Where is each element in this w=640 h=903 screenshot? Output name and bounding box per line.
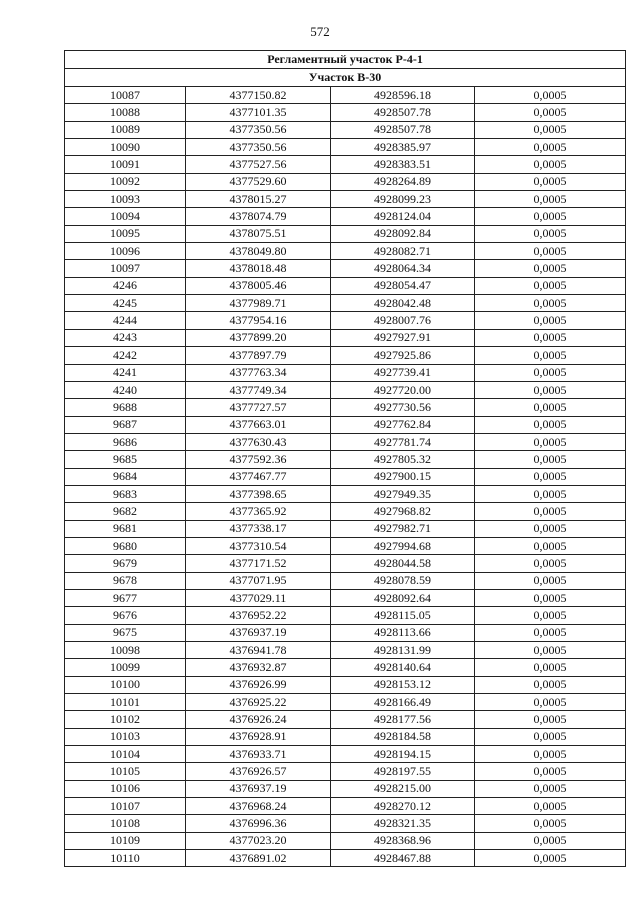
table-row (65, 139, 626, 156)
page-number: 572 (310, 24, 330, 39)
value-cell: 0,0005 (475, 780, 626, 797)
table-row (65, 329, 626, 346)
point-number-cell: 10088 (65, 104, 186, 121)
table-row (65, 555, 626, 572)
coordinates-table-body (65, 51, 626, 867)
x-coordinate-cell: 4377171.52 (186, 555, 331, 572)
point-number-cell: 4242 (65, 347, 186, 364)
y-coordinate-cell: 4928368.96 (331, 832, 475, 849)
point-number-cell: 10099 (65, 659, 186, 676)
value-cell: 0,0005 (475, 485, 626, 502)
x-coordinate-cell: 4376952.22 (186, 607, 331, 624)
y-coordinate-cell: 4928042.48 (331, 295, 475, 312)
table-row (65, 798, 626, 815)
section-title: Регламентный участок Р-4-1 (65, 51, 626, 69)
table-row (65, 468, 626, 485)
y-coordinate-cell: 4927739.41 (331, 364, 475, 381)
point-number-cell: 9676 (65, 607, 186, 624)
value-cell: 0,0005 (475, 277, 626, 294)
y-coordinate-cell: 4928092.64 (331, 589, 475, 606)
point-number-cell: 10096 (65, 243, 186, 260)
point-number-cell: 10103 (65, 728, 186, 745)
value-cell: 0,0005 (475, 416, 626, 433)
table-row (65, 659, 626, 676)
table-row (65, 850, 626, 867)
x-coordinate-cell: 4377529.60 (186, 173, 331, 190)
table-row (65, 121, 626, 138)
value-cell: 0,0005 (475, 798, 626, 815)
x-coordinate-cell: 4376928.91 (186, 728, 331, 745)
x-coordinate-cell: 4377467.77 (186, 468, 331, 485)
y-coordinate-cell: 4928115.05 (331, 607, 475, 624)
table-row (65, 607, 626, 624)
y-coordinate-cell: 4927720.00 (331, 381, 475, 398)
value-cell: 0,0005 (475, 832, 626, 849)
table-row (65, 694, 626, 711)
value-cell: 0,0005 (475, 468, 626, 485)
x-coordinate-cell: 4377023.20 (186, 832, 331, 849)
x-coordinate-cell: 4377029.11 (186, 589, 331, 606)
y-coordinate-cell: 4928184.58 (331, 728, 475, 745)
x-coordinate-cell: 4377989.71 (186, 295, 331, 312)
table-row (65, 746, 626, 763)
x-coordinate-cell: 4377527.56 (186, 156, 331, 173)
y-coordinate-cell: 4928078.59 (331, 572, 475, 589)
point-number-cell: 10089 (65, 121, 186, 138)
x-coordinate-cell: 4378074.79 (186, 208, 331, 225)
value-cell: 0,0005 (475, 659, 626, 676)
table-row (65, 589, 626, 606)
y-coordinate-cell: 4927900.15 (331, 468, 475, 485)
x-coordinate-cell: 4377071.95 (186, 572, 331, 589)
x-coordinate-cell: 4377365.92 (186, 503, 331, 520)
point-number-cell: 10101 (65, 694, 186, 711)
point-number-cell: 9683 (65, 485, 186, 502)
x-coordinate-cell: 4378005.46 (186, 277, 331, 294)
value-cell: 0,0005 (475, 173, 626, 190)
x-coordinate-cell: 4377338.17 (186, 520, 331, 537)
table-row (65, 364, 626, 381)
x-coordinate-cell: 4378075.51 (186, 225, 331, 242)
value-cell: 0,0005 (475, 694, 626, 711)
table-row (65, 728, 626, 745)
value-cell: 0,0005 (475, 347, 626, 364)
y-coordinate-cell: 4927730.56 (331, 399, 475, 416)
point-number-cell: 10104 (65, 746, 186, 763)
y-coordinate-cell: 4928215.00 (331, 780, 475, 797)
y-coordinate-cell: 4928092.84 (331, 225, 475, 242)
point-number-cell: 9681 (65, 520, 186, 537)
point-number-cell: 9679 (65, 555, 186, 572)
x-coordinate-cell: 4376926.24 (186, 711, 331, 728)
value-cell: 0,0005 (475, 312, 626, 329)
table-row (65, 277, 626, 294)
x-coordinate-cell: 4376937.19 (186, 780, 331, 797)
x-coordinate-cell: 4377954.16 (186, 312, 331, 329)
y-coordinate-cell: 4928383.51 (331, 156, 475, 173)
table-row (65, 832, 626, 849)
value-cell: 0,0005 (475, 208, 626, 225)
subsection-title: Участок В-30 (65, 69, 626, 87)
value-cell: 0,0005 (475, 555, 626, 572)
value-cell: 0,0005 (475, 728, 626, 745)
table-row (65, 763, 626, 780)
value-cell: 0,0005 (475, 520, 626, 537)
point-number-cell: 10097 (65, 260, 186, 277)
subsection-title-row (65, 69, 626, 87)
table-row (65, 642, 626, 659)
point-number-cell: 9682 (65, 503, 186, 520)
coordinates-table (64, 50, 626, 867)
point-number-cell: 10098 (65, 642, 186, 659)
x-coordinate-cell: 4377897.79 (186, 347, 331, 364)
value-cell: 0,0005 (475, 364, 626, 381)
point-number-cell: 10109 (65, 832, 186, 849)
point-number-cell: 4241 (65, 364, 186, 381)
point-number-cell: 10087 (65, 87, 186, 104)
x-coordinate-cell: 4376968.24 (186, 798, 331, 815)
value-cell: 0,0005 (475, 451, 626, 468)
y-coordinate-cell: 4928385.97 (331, 139, 475, 156)
x-coordinate-cell: 4376925.22 (186, 694, 331, 711)
value-cell: 0,0005 (475, 139, 626, 156)
x-coordinate-cell: 4378015.27 (186, 191, 331, 208)
point-number-cell: 10092 (65, 173, 186, 190)
value-cell: 0,0005 (475, 225, 626, 242)
table-row (65, 520, 626, 537)
value-cell: 0,0005 (475, 381, 626, 398)
y-coordinate-cell: 4927781.74 (331, 433, 475, 450)
y-coordinate-cell: 4928264.89 (331, 173, 475, 190)
x-coordinate-cell: 4377350.56 (186, 121, 331, 138)
table-row (65, 381, 626, 398)
point-number-cell: 9684 (65, 468, 186, 485)
point-number-cell: 9675 (65, 624, 186, 641)
value-cell: 0,0005 (475, 104, 626, 121)
value-cell: 0,0005 (475, 87, 626, 104)
table-row (65, 173, 626, 190)
x-coordinate-cell: 4376926.99 (186, 676, 331, 693)
point-number-cell: 9687 (65, 416, 186, 433)
value-cell: 0,0005 (475, 433, 626, 450)
y-coordinate-cell: 4927982.71 (331, 520, 475, 537)
x-coordinate-cell: 4378018.48 (186, 260, 331, 277)
table-row (65, 572, 626, 589)
table-row (65, 260, 626, 277)
table-row (65, 87, 626, 104)
value-cell: 0,0005 (475, 763, 626, 780)
point-number-cell: 10102 (65, 711, 186, 728)
y-coordinate-cell: 4928124.04 (331, 208, 475, 225)
x-coordinate-cell: 4377727.57 (186, 399, 331, 416)
table-row (65, 191, 626, 208)
x-coordinate-cell: 4376937.19 (186, 624, 331, 641)
point-number-cell: 9678 (65, 572, 186, 589)
y-coordinate-cell: 4928054.47 (331, 277, 475, 294)
value-cell: 0,0005 (475, 746, 626, 763)
y-coordinate-cell: 4928194.15 (331, 746, 475, 763)
table-row (65, 624, 626, 641)
table-row (65, 711, 626, 728)
point-number-cell: 10094 (65, 208, 186, 225)
value-cell: 0,0005 (475, 537, 626, 554)
table-row (65, 815, 626, 832)
y-coordinate-cell: 4928197.55 (331, 763, 475, 780)
x-coordinate-cell: 4378049.80 (186, 243, 331, 260)
point-number-cell: 10091 (65, 156, 186, 173)
point-number-cell: 10093 (65, 191, 186, 208)
point-number-cell: 9677 (65, 589, 186, 606)
y-coordinate-cell: 4928082.71 (331, 243, 475, 260)
point-number-cell: 9685 (65, 451, 186, 468)
value-cell: 0,0005 (475, 572, 626, 589)
y-coordinate-cell: 4927925.86 (331, 347, 475, 364)
x-coordinate-cell: 4376941.78 (186, 642, 331, 659)
value-cell: 0,0005 (475, 624, 626, 641)
y-coordinate-cell: 4928099.23 (331, 191, 475, 208)
y-coordinate-cell: 4928140.64 (331, 659, 475, 676)
x-coordinate-cell: 4377150.82 (186, 87, 331, 104)
y-coordinate-cell: 4928596.18 (331, 87, 475, 104)
point-number-cell: 9686 (65, 433, 186, 450)
value-cell: 0,0005 (475, 399, 626, 416)
y-coordinate-cell: 4928064.34 (331, 260, 475, 277)
value-cell: 0,0005 (475, 503, 626, 520)
table-row (65, 537, 626, 554)
value-cell: 0,0005 (475, 589, 626, 606)
point-number-cell: 4244 (65, 312, 186, 329)
value-cell: 0,0005 (475, 121, 626, 138)
point-number-cell: 9680 (65, 537, 186, 554)
point-number-cell: 4243 (65, 329, 186, 346)
point-number-cell: 10110 (65, 850, 186, 867)
y-coordinate-cell: 4928467.88 (331, 850, 475, 867)
y-coordinate-cell: 4928321.35 (331, 815, 475, 832)
table-row (65, 399, 626, 416)
y-coordinate-cell: 4927762.84 (331, 416, 475, 433)
value-cell: 0,0005 (475, 850, 626, 867)
table-row (65, 208, 626, 225)
table-row (65, 780, 626, 797)
point-number-cell: 4245 (65, 295, 186, 312)
section-title-row (65, 51, 626, 69)
value-cell: 0,0005 (475, 711, 626, 728)
y-coordinate-cell: 4928113.66 (331, 624, 475, 641)
x-coordinate-cell: 4376926.57 (186, 763, 331, 780)
point-number-cell: 10105 (65, 763, 186, 780)
value-cell: 0,0005 (475, 676, 626, 693)
y-coordinate-cell: 4928153.12 (331, 676, 475, 693)
value-cell: 0,0005 (475, 156, 626, 173)
table-row (65, 451, 626, 468)
y-coordinate-cell: 4927805.32 (331, 451, 475, 468)
table-row (65, 243, 626, 260)
x-coordinate-cell: 4377749.34 (186, 381, 331, 398)
x-coordinate-cell: 4377899.20 (186, 329, 331, 346)
point-number-cell: 4240 (65, 381, 186, 398)
x-coordinate-cell: 4376933.71 (186, 746, 331, 763)
x-coordinate-cell: 4377350.56 (186, 139, 331, 156)
table-row (65, 347, 626, 364)
y-coordinate-cell: 4928044.58 (331, 555, 475, 572)
table-row (65, 312, 626, 329)
point-number-cell: 10108 (65, 815, 186, 832)
table-row (65, 416, 626, 433)
point-number-cell: 9688 (65, 399, 186, 416)
x-coordinate-cell: 4376891.02 (186, 850, 331, 867)
point-number-cell: 10090 (65, 139, 186, 156)
y-coordinate-cell: 4928507.78 (331, 121, 475, 138)
table-row (65, 485, 626, 502)
point-number-cell: 10106 (65, 780, 186, 797)
x-coordinate-cell: 4377310.54 (186, 537, 331, 554)
y-coordinate-cell: 4927968.82 (331, 503, 475, 520)
table-row (65, 225, 626, 242)
table-row (65, 104, 626, 121)
y-coordinate-cell: 4928177.56 (331, 711, 475, 728)
value-cell: 0,0005 (475, 642, 626, 659)
y-coordinate-cell: 4928131.99 (331, 642, 475, 659)
value-cell: 0,0005 (475, 607, 626, 624)
value-cell: 0,0005 (475, 329, 626, 346)
y-coordinate-cell: 4928507.78 (331, 104, 475, 121)
y-coordinate-cell: 4928166.49 (331, 694, 475, 711)
value-cell: 0,0005 (475, 243, 626, 260)
table-row (65, 676, 626, 693)
point-number-cell: 10100 (65, 676, 186, 693)
x-coordinate-cell: 4376996.36 (186, 815, 331, 832)
x-coordinate-cell: 4377398.65 (186, 485, 331, 502)
table-row (65, 433, 626, 450)
value-cell: 0,0005 (475, 191, 626, 208)
table-row (65, 503, 626, 520)
point-number-cell: 10095 (65, 225, 186, 242)
y-coordinate-cell: 4927949.35 (331, 485, 475, 502)
value-cell: 0,0005 (475, 295, 626, 312)
x-coordinate-cell: 4377763.34 (186, 364, 331, 381)
value-cell: 0,0005 (475, 815, 626, 832)
y-coordinate-cell: 4927927.91 (331, 329, 475, 346)
y-coordinate-cell: 4927994.68 (331, 537, 475, 554)
value-cell: 0,0005 (475, 260, 626, 277)
table-row (65, 156, 626, 173)
x-coordinate-cell: 4377630.43 (186, 433, 331, 450)
point-number-cell: 4246 (65, 277, 186, 294)
x-coordinate-cell: 4376932.87 (186, 659, 331, 676)
x-coordinate-cell: 4377101.35 (186, 104, 331, 121)
x-coordinate-cell: 4377663.01 (186, 416, 331, 433)
y-coordinate-cell: 4928270.12 (331, 798, 475, 815)
table-row (65, 295, 626, 312)
x-coordinate-cell: 4377592.36 (186, 451, 331, 468)
y-coordinate-cell: 4928007.76 (331, 312, 475, 329)
point-number-cell: 10107 (65, 798, 186, 815)
